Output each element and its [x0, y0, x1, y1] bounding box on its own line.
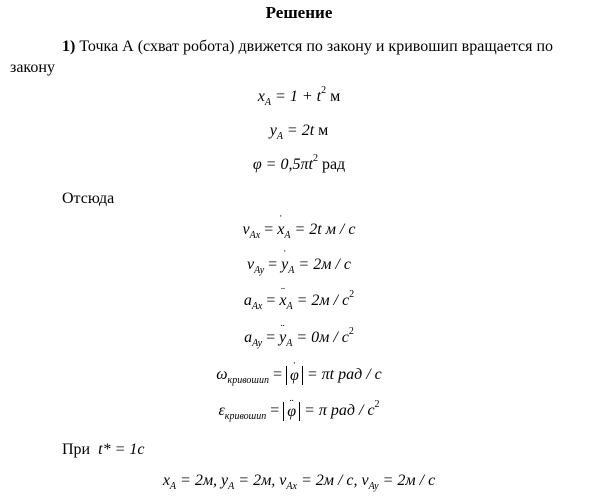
- intro-paragraph: [10, 36, 585, 78]
- condition-line: При t* = 1с: [62, 441, 145, 458]
- item-number: 1): [62, 38, 76, 55]
- equation-aAx: $a_{Ax}$ = ¨ $x_A = 2м / с^2$: [0, 292, 598, 310]
- equation-omega: $\omega_{кривошип}$ = ˙ φ = πt рад / с: [0, 366, 598, 385]
- intro-text: Точка А (схват робота) движется по закону и кривошип вращается по закону: [10, 38, 554, 76]
- equation-phi: $\varphi = 0,5\pi t^2$ рад: [252, 153, 346, 173]
- equation-yA: $y_A = 2t$ м: [269, 122, 329, 142]
- equation-vAx: $v_{Ax}$ = ˙ $x_A = 2t$ м / с: [0, 221, 598, 239]
- section-heading: Решение: [265, 3, 333, 22]
- word-otsyuda: Отсюда: [62, 190, 115, 207]
- equation-vAy: $v_{Ay}$ = ˙ $y_A = 2м / с$: [0, 256, 598, 274]
- equation-xA: $x_A = 1 + t^2$ м: [257, 85, 341, 108]
- equation-epsilon: $\varepsilon_{кривошип}$ = ¨ φ = π рад / $с^2$: [0, 402, 598, 421]
- equation-results: $x_A = 2м$, $y_A = 2м$, $v_{Ax} = 2м / с$, $v_{Ay} = 2м / с$: [162, 472, 436, 492]
- equation-aAy: $a_{Ay}$ = ¨ $y_A = 0м / с^2$: [0, 329, 598, 347]
